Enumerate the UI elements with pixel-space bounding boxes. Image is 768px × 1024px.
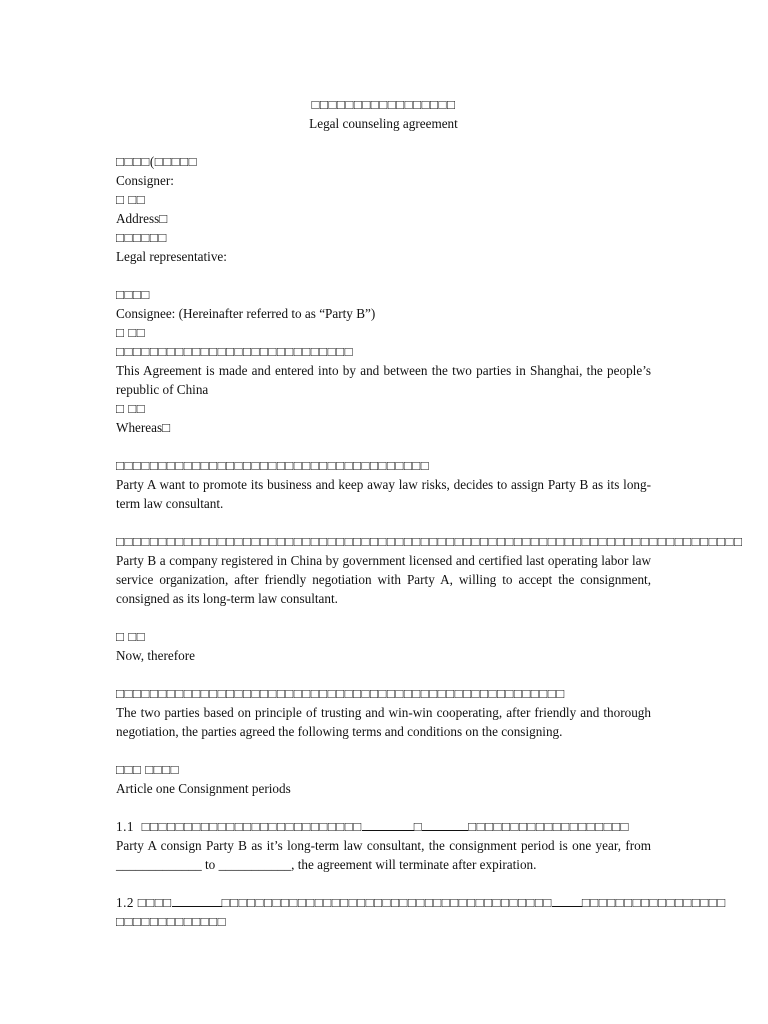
spacer — [116, 874, 651, 893]
clause-text: □□□□ — [137, 895, 172, 910]
clause-text: □□□□□□□□□□□□□□□□□□□□□□□□□□ — [141, 819, 362, 834]
whereas-label: Whereas□ — [116, 420, 171, 435]
clause-1-2-chinese-continued: □□□□□□□□□□□□□ — [116, 914, 227, 929]
recital-b: Party B a company registered in China by government licensed and certified last operating labor law service organization, after friendly negotiation with Party A, willing to accept the consignment, consigned as its long-term law consultant. — [116, 553, 651, 606]
legal-representative-label: Legal representative: — [116, 249, 227, 264]
clause-number: 1.2 — [116, 895, 134, 910]
clause-text: □□□□□□□□□□□□□□□□□ — [581, 895, 726, 910]
consignee-address-label-chinese: □ □□ — [116, 325, 146, 340]
spacer — [116, 608, 651, 627]
intro-paragraph-chinese: □□□□□□□□□□□□□□□□□□□□□□□□□□□□ — [116, 344, 354, 359]
clause-1-1-chinese — [116, 817, 651, 836]
title-english: Legal counseling agreement — [309, 116, 458, 131]
clause-text: □□□□□□□□□□□□□□□□□□□□□□□□□□□□□□□□□□□□□□□ — [221, 895, 552, 910]
recital-a: Party A want to promote its business and keep away law risks, decides to assign Party B as its long-term law consultant. — [116, 477, 651, 511]
consignee-label: Consignee: (Hereinafter referred to as “Party B”) — [116, 306, 376, 321]
recital-a-chinese: □□□□□□□□□□□□□□□□□□□□□□□□□□□□□□□□□□□□□ — [116, 458, 430, 473]
intro-paragraph: This Agreement is made and entered into by and between the two parties in Shanghai, the people’s republic of China — [116, 363, 651, 397]
spacer — [116, 513, 651, 532]
spacer — [116, 266, 651, 285]
clause-number: 1.1 — [116, 819, 134, 834]
clause-text: □ — [413, 819, 423, 834]
spacer — [116, 665, 651, 684]
spacer — [116, 133, 651, 152]
document-body — [116, 95, 743, 931]
clause-text: □□□□□□□□□□□□□□□□□□□ — [468, 819, 629, 834]
fill-in-blank — [422, 817, 468, 831]
now-therefore-label: Now, therefore — [116, 648, 195, 663]
address-label: Address□ — [116, 211, 168, 226]
address-label-chinese: □ □□ — [116, 192, 146, 207]
spacer — [116, 437, 651, 456]
spacer — [116, 741, 651, 760]
recital-b-chinese: □□□□□□□□□□□□□□□□□□□□□□□□□□□□□□□□□□□□□□□□□□□□□□□□□□□□□□□□□□□□□□□□□□□□□□□□□□ — [116, 534, 743, 549]
legal-representative-label-chinese: □□□□□□ — [116, 230, 167, 245]
consigner-label: Consigner: — [116, 173, 174, 188]
agreement-paragraph: The two parties based on principle of trusting and win-win cooperating, after friendly and thorough negotiation, the parties agreed the following terms and conditions on the consigning. — [116, 705, 651, 739]
now-therefore-label-chinese: □ □□ — [116, 629, 146, 644]
article-one-heading-chinese: □□□ □□□□ — [116, 762, 180, 777]
whereas-label-chinese: □ □□ — [116, 401, 146, 416]
clause-1-2-chinese — [116, 893, 726, 912]
consigner-label-chinese: □□□□(□□□□□ — [116, 154, 198, 169]
fill-in-blank — [552, 893, 582, 907]
fill-in-blank — [362, 817, 414, 831]
spacer — [116, 798, 651, 817]
article-one-heading: Article one Consignment periods — [116, 781, 291, 796]
title-chinese: □□□□□□□□□□□□□□□□□ — [311, 97, 456, 112]
consignee-label-chinese: □□□□ — [116, 287, 150, 302]
clause-1-1: Party A consign Party B as it’s long-term law consultant, the consignment period is one year, from _____________ to ___________, the agreement will terminate after expiration. — [116, 838, 651, 872]
fill-in-blank — [172, 893, 222, 907]
agreement-paragraph-chinese: □□□□□□□□□□□□□□□□□□□□□□□□□□□□□□□□□□□□□□□□□□□□□□□□□□□□□ — [116, 686, 565, 701]
